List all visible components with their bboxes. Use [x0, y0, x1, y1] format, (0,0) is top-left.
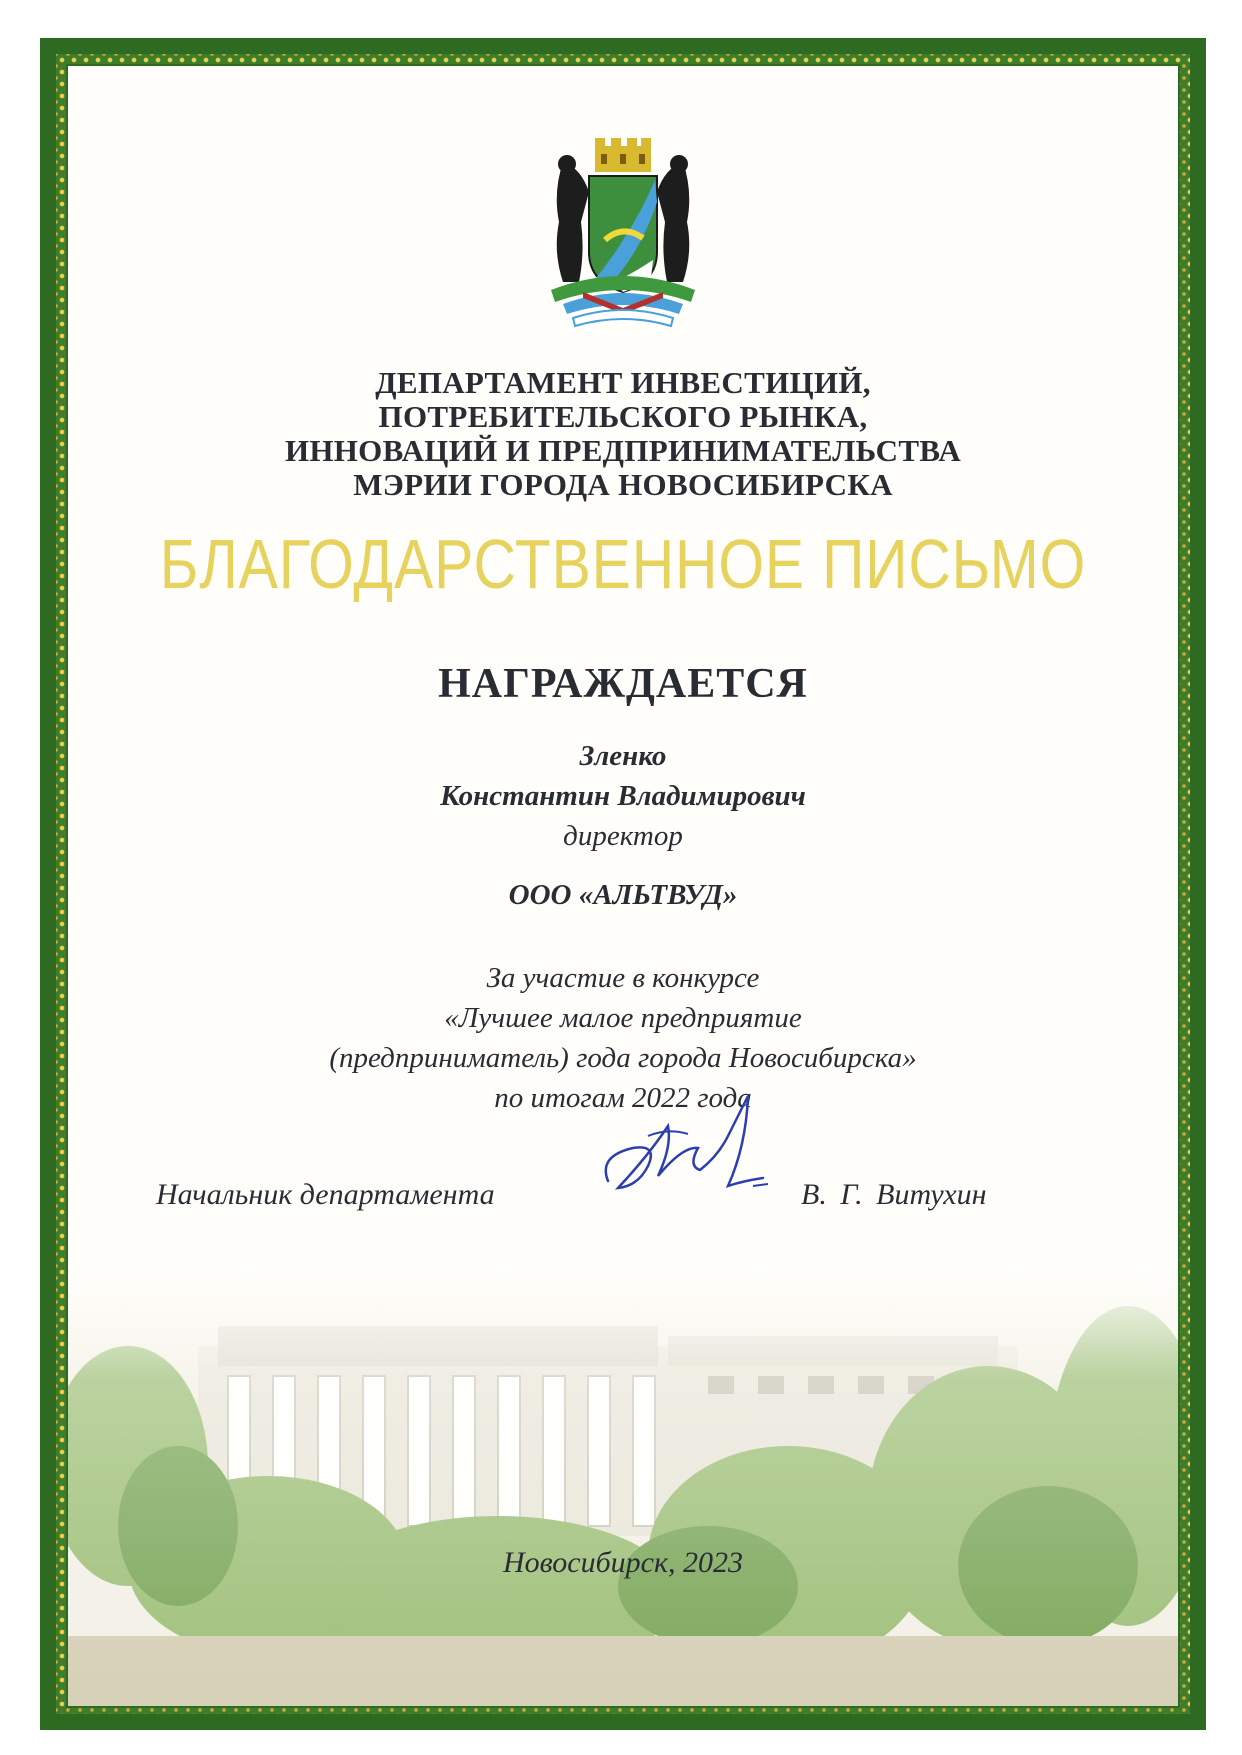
- awarded-heading: НАГРАЖДАЕТСЯ: [438, 661, 808, 707]
- reason-line: по итогам 2022 года: [494, 1082, 752, 1114]
- reason-line: «Лучшее малое предприятие: [444, 1002, 802, 1034]
- document-title: БЛАГОДАРСТВЕННОЕ ПИСЬМО: [159, 525, 1087, 603]
- recipient-position: директор: [563, 820, 683, 852]
- recipient-given-names: Константин Владимирович: [440, 780, 806, 812]
- certificate-sheet: [66, 64, 1180, 1708]
- organization-line: ПОТРЕБИТЕЛЬСКОГО РЫНКА,: [378, 399, 868, 434]
- recipient-block: [68, 736, 1178, 856]
- signature-icon: [588, 1086, 788, 1206]
- organization-line: ИННОВАЦИЙ И ПРЕДПРИНИМАТЕЛЬСТВА: [284, 433, 962, 468]
- organization-line: ДЕПАРТАМЕНТ ИНВЕСТИЦИЙ,: [375, 365, 871, 400]
- signatory-role: Начальник департамента: [156, 1178, 495, 1211]
- organization-line: МЭРИИ ГОРОДА НОВОСИБИРСКА: [353, 467, 893, 502]
- recipient-surname: Зленко: [579, 740, 667, 772]
- signatory-name: В. Г. Витухин: [801, 1178, 987, 1211]
- place-and-year: Новосибирск, 2023: [502, 1546, 744, 1579]
- building-photo: [68, 1266, 1178, 1706]
- reason-line: За участие в конкурсе: [486, 962, 760, 994]
- recipient-company: ООО «АЛЬТВУД»: [508, 879, 738, 911]
- reason-line: (предприниматель) года города Новосибирска»: [329, 1042, 917, 1074]
- organization-name: [68, 366, 1178, 502]
- coat-of-arms-icon: [523, 132, 723, 332]
